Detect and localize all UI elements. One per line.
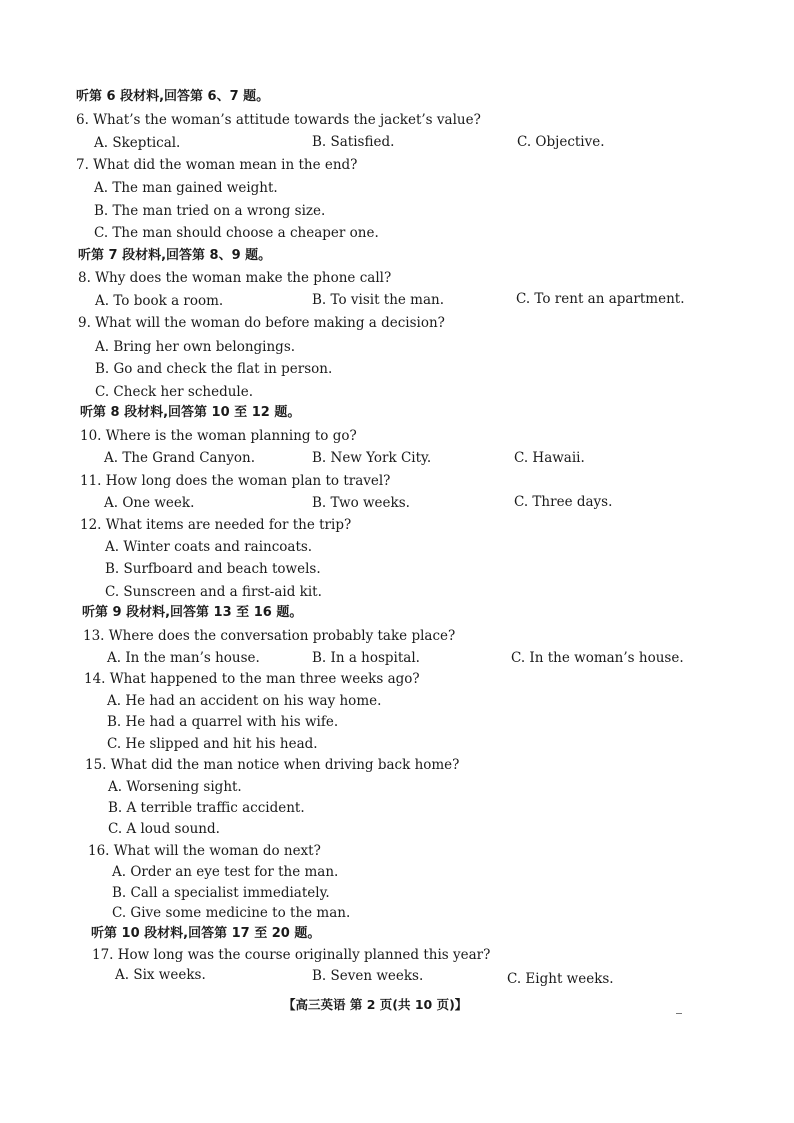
question-6-option-b: B. Satisfied. <box>312 134 395 150</box>
question-15-option-c: C. A loud sound. <box>108 821 220 837</box>
question-16-option-c: C. Give some medicine to the man. <box>112 905 351 921</box>
question-17-option-b: B. Seven weeks. <box>312 968 424 984</box>
question-13-option-a: A. In the man’s house. <box>107 650 260 666</box>
question-8-option-c: C. To rent an apartment. <box>516 291 685 307</box>
question-11-option-c: C. Three days. <box>514 494 613 510</box>
question-14-option-c: C. He slipped and hit his head. <box>107 736 318 752</box>
page-footer: 【高三英语 第 2 页(共 10 页)】 <box>283 997 468 1012</box>
question-10-option-c: C. Hawaii. <box>514 450 585 466</box>
section-header-6: 听第 6 段材料,回答第 6、7 题。 <box>76 89 270 104</box>
question-6-stem: 6. What’s the woman’s attitude towards the jacket’s value? <box>76 112 481 128</box>
question-7-stem: 7. What did the woman mean in the end? <box>76 157 358 173</box>
question-9-stem: 9. What will the woman do before making a decision? <box>78 315 445 331</box>
question-16-option-a: A. Order an eye test for the man. <box>112 864 339 880</box>
question-7-option-a: A. The man gained weight. <box>94 180 278 196</box>
question-13-option-c: C. In the woman’s house. <box>511 650 684 666</box>
question-11-option-b: B. Two weeks. <box>312 495 410 511</box>
question-11-option-a: A. One week. <box>104 495 195 511</box>
question-13-option-b: B. In a hospital. <box>312 650 420 666</box>
question-14-option-b: B. He had a quarrel with his wife. <box>107 714 339 730</box>
question-17-stem: 17. How long was the course originally planned this year? <box>92 947 491 963</box>
question-13-stem: 13. Where does the conversation probably take place? <box>83 628 456 644</box>
question-17-option-a: A. Six weeks. <box>115 967 206 983</box>
question-8-option-a: A. To book a room. <box>95 293 224 309</box>
question-16-stem: 16. What will the woman do next? <box>88 843 321 859</box>
question-16-option-b: B. Call a specialist immediately. <box>112 885 330 901</box>
question-8-option-b: B. To visit the man. <box>312 292 445 308</box>
question-12-stem: 12. What items are needed for the trip? <box>80 517 352 533</box>
question-14-option-a: A. He had an accident on his way home. <box>107 693 382 709</box>
question-7-option-b: B. The man tried on a wrong size. <box>94 203 326 219</box>
question-15-option-b: B. A terrible traffic accident. <box>108 800 305 816</box>
question-10-option-b: B. New York City. <box>312 450 432 466</box>
question-10-stem: 10. Where is the woman planning to go? <box>80 428 357 444</box>
question-17-option-c: C. Eight weeks. <box>507 971 614 987</box>
question-9-option-a: A. Bring her own belongings. <box>95 339 296 355</box>
question-8-stem: 8. Why does the woman make the phone call? <box>78 270 392 286</box>
question-9-option-b: B. Go and check the flat in person. <box>95 361 333 377</box>
scan-mark <box>676 1013 682 1014</box>
section-header-8: 听第 8 段材料,回答第 10 至 12 题。 <box>80 405 301 420</box>
question-15-option-a: A. Worsening sight. <box>108 779 242 795</box>
section-header-7: 听第 7 段材料,回答第 8、9 题。 <box>78 248 272 263</box>
question-15-stem: 15. What did the man notice when driving back home? <box>85 757 460 773</box>
question-12-option-b: B. Surfboard and beach towels. <box>105 561 321 577</box>
question-6-option-a: A. Skeptical. <box>94 135 181 151</box>
question-10-option-a: A. The Grand Canyon. <box>104 450 256 466</box>
question-14-stem: 14. What happened to the man three weeks ago? <box>84 671 420 687</box>
question-11-stem: 11. How long does the woman plan to travel? <box>80 473 391 489</box>
question-12-option-a: A. Winter coats and raincoats. <box>105 539 313 555</box>
question-7-option-c: C. The man should choose a cheaper one. <box>94 225 379 241</box>
question-9-option-c: C. Check her schedule. <box>95 384 254 400</box>
section-header-10: 听第 10 段材料,回答第 17 至 20 题。 <box>91 926 321 941</box>
question-6-option-c: C. Objective. <box>517 134 605 150</box>
section-header-9: 听第 9 段材料,回答第 13 至 16 题。 <box>82 605 303 620</box>
question-12-option-c: C. Sunscreen and a first-aid kit. <box>105 584 322 600</box>
